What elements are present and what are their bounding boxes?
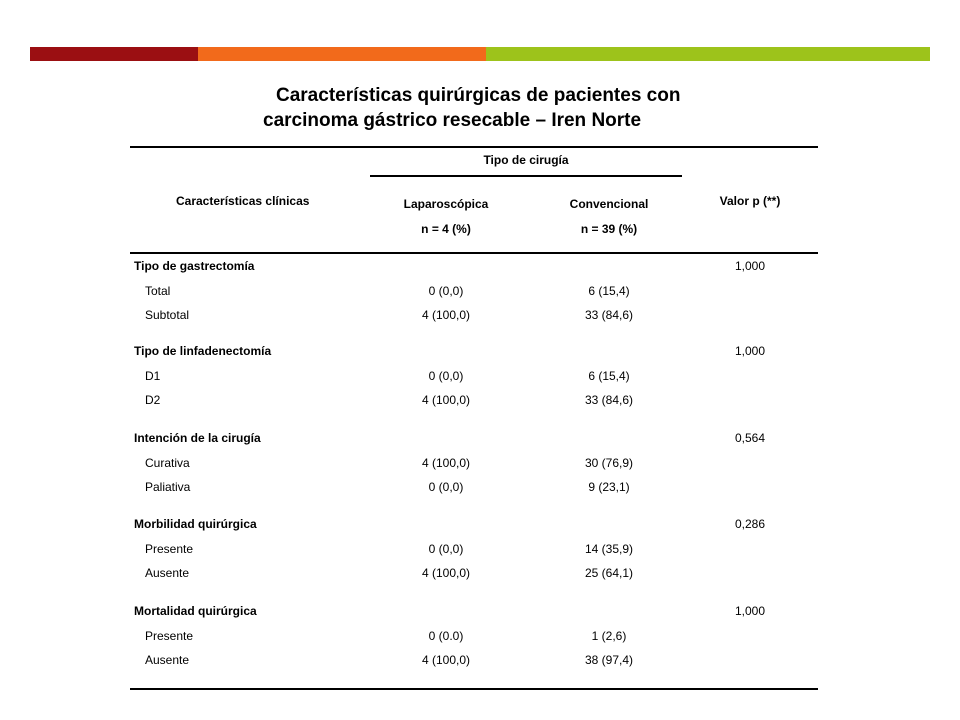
slide-title-line1: Características quirúrgicas de pacientes con [276,85,681,106]
group-pvalue: 1,000 [734,344,766,358]
header-bar-green [486,47,930,61]
row-laparoscopic-value: 4 (100,0) [421,393,471,407]
group-label: Tipo de gastrectomía [134,259,255,273]
row-laparoscopic-value: 4 (100,0) [421,308,471,322]
row-conventional-value: 6 (15,4) [588,284,630,298]
table-bottom-rule [130,688,818,690]
group-pvalue: 0,564 [734,431,766,445]
row-conventional-value: 14 (35,9) [584,542,634,556]
laparoscopic-n: n = 4 (%) [421,222,471,236]
row-label: Total [145,284,171,298]
group-pvalue: 1,000 [734,259,766,273]
header-bottom-rule [130,252,818,254]
surgery-type-rule [370,175,682,177]
row-conventional-value: 9 (23,1) [588,480,630,494]
row-laparoscopic-value: 0 (0,0) [428,369,464,383]
row-laparoscopic-value: 4 (100,0) [421,566,471,580]
row-conventional-value: 1 (2,6) [591,629,627,643]
row-label: Ausente [145,566,190,580]
row-label: Presente [145,542,194,556]
characteristics-header: Características clínicas [176,194,310,208]
row-conventional-value: 33 (84,6) [584,393,634,407]
row-label: Subtotal [145,308,190,322]
row-laparoscopic-value: 0 (0,0) [428,284,464,298]
row-label: D2 [145,393,161,407]
group-label: Intención de la cirugía [134,431,261,445]
row-laparoscopic-value: 0 (0,0) [428,542,464,556]
pvalue-header: Valor p (**) [719,194,781,208]
slide-title-line2: carcinoma gástrico resecable – Iren Norte [263,110,642,131]
row-label: Paliativa [145,480,191,494]
header-bar-orange [198,47,486,61]
row-laparoscopic-value: 4 (100,0) [421,653,471,667]
row-laparoscopic-value: 4 (100,0) [421,456,471,470]
row-label: Presente [145,629,194,643]
header-bar-red [30,47,198,61]
row-laparoscopic-value: 0 (0.0) [428,629,464,643]
conventional-n: n = 39 (%) [580,222,638,236]
row-conventional-value: 38 (97,4) [584,653,634,667]
group-label: Mortalidad quirúrgica [134,604,257,618]
table-top-rule [130,146,818,148]
row-conventional-value: 6 (15,4) [588,369,630,383]
conventional-header: Convencional [569,197,649,211]
laparoscopic-header: Laparoscópica [403,197,489,211]
surgery-type-header: Tipo de cirugía [483,153,569,167]
row-label: D1 [145,369,161,383]
group-label: Morbilidad quirúrgica [134,517,257,531]
row-conventional-value: 30 (76,9) [584,456,634,470]
row-label: Ausente [145,653,190,667]
row-conventional-value: 25 (64,1) [584,566,634,580]
group-pvalue: 1,000 [734,604,766,618]
row-label: Curativa [145,456,190,470]
row-conventional-value: 33 (84,6) [584,308,634,322]
group-pvalue: 0,286 [734,517,766,531]
group-label: Tipo de linfadenectomía [134,344,272,358]
row-laparoscopic-value: 0 (0,0) [428,480,464,494]
